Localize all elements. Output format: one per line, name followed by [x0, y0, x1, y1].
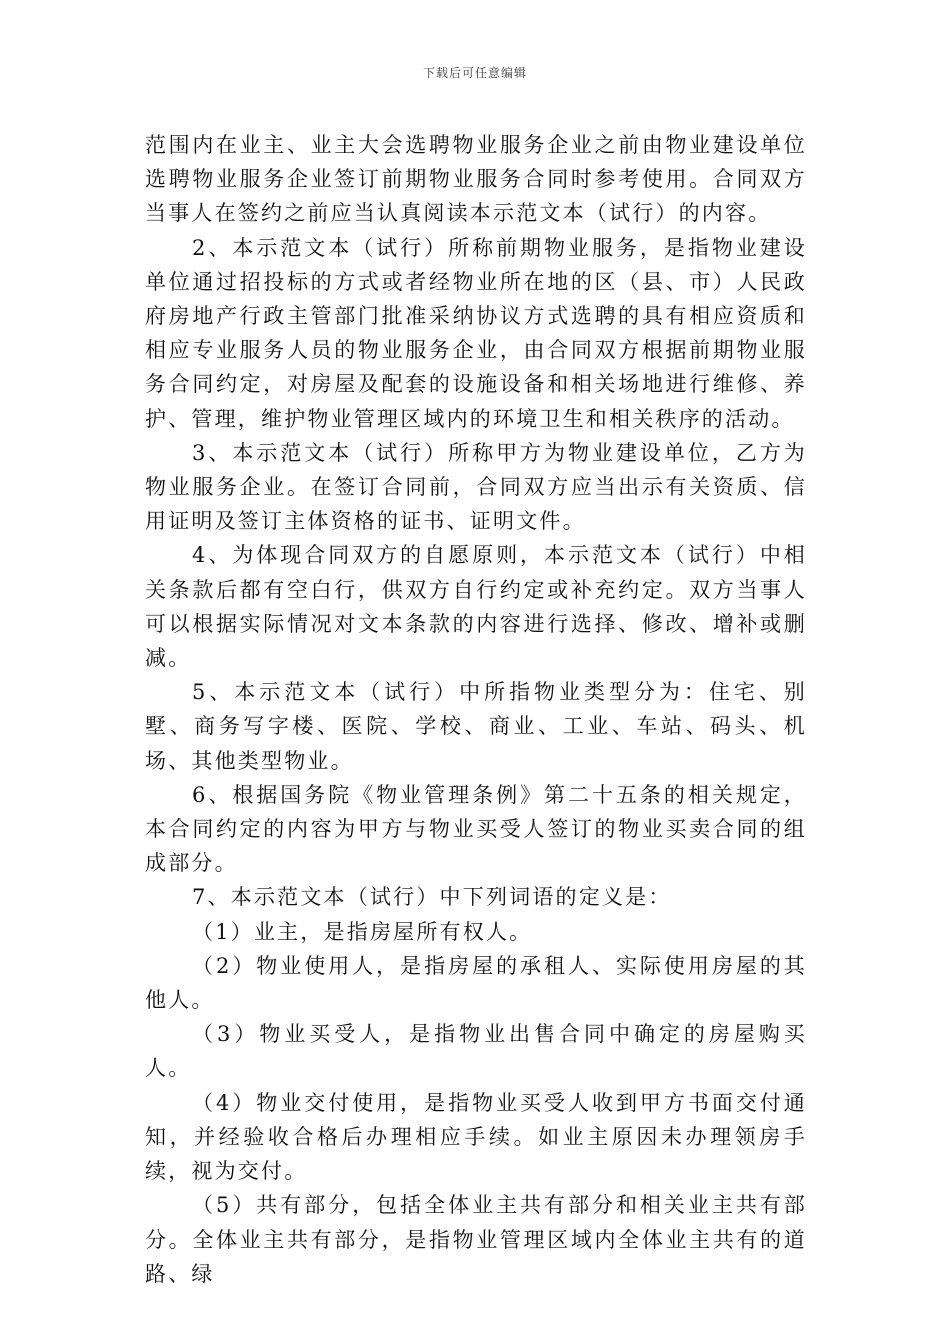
definition-5: （5）共有部分，包括全体业主共有部分和相关业主共有部分。全体业主共有部分，是指物业管理区域内全体业主共有的道路、绿	[145, 1193, 807, 1286]
paragraph-item-3: 3、本示范文本（试行）所称甲方为物业建设单位，乙方为物业服务企业。在签订合同前，合同双方应当出示有关资质、信用证明及签订主体资格的证书、证明文件。	[145, 440, 807, 534]
paragraph-item-7: 7、本示范文本（试行）中下列词语的定义是：	[192, 885, 672, 910]
definition-4: （4）物业交付使用，是指物业买受人收到甲方书面交付通知，并经验收合格后办理相应手续。如业主原因未办理领房手续，视为交付。	[145, 1090, 807, 1184]
paragraph-item-4: 4、为体现合同双方的自愿原则，本示范文本（试行）中相关条款后都有空白行，供双方自行约定或补充约定。双方当事人可以根据实际情况对文本条款的内容进行选择、修改、增补或删减。	[145, 543, 807, 671]
paragraph-intro-continued: 范围内在业主、业主大会选聘物业服务企业之前由物业建设单位选聘物业服务企业签订前期物业服务合同时参考使用。合同双方当事人在签约之前应当认真阅读本示范文本（试行）的内容。	[145, 133, 807, 226]
paragraph-item-2: 2、本示范文本（试行）所称前期物业服务，是指物业建设单位通过招投标的方式或者经物业所在地的区（县、市）人民政府房地产行政主管部门批准采纳协议方式选聘的具有相应资质和相应专业服务人员的物业服务企业，由合同双方根据前期物业服务合同约定，对房屋及配套的设施设备和相关场地进行维修、养护、管理，维护物业管理区域内的环境卫生和相关秩序的活动。	[145, 235, 807, 431]
document-body	[145, 128, 807, 1291]
definition-1: （1）业主，是指房屋所有权人。	[192, 919, 533, 944]
definition-2: （2）物业使用人，是指房屋的承租人、实际使用房屋的其他人。	[145, 953, 807, 1013]
paragraph-item-5: 5、本示范文本（试行）中所指物业类型分为：住宅、别墅、商务写字楼、医院、学校、商业、工业、车站、码头、机场、其他类型物业。	[145, 680, 807, 773]
page-header-note: 下载后可任意编辑	[422, 66, 527, 80]
definition-3: （3）物业买受人，是指物业出售合同中确定的房屋购买人。	[145, 1022, 807, 1081]
paragraph-item-6: 6、根据国务院《物业管理条例》第二十五条的相关规定，本合同约定的内容为甲方与物业买受人签订的物业买卖合同的组成部分。	[145, 782, 807, 876]
